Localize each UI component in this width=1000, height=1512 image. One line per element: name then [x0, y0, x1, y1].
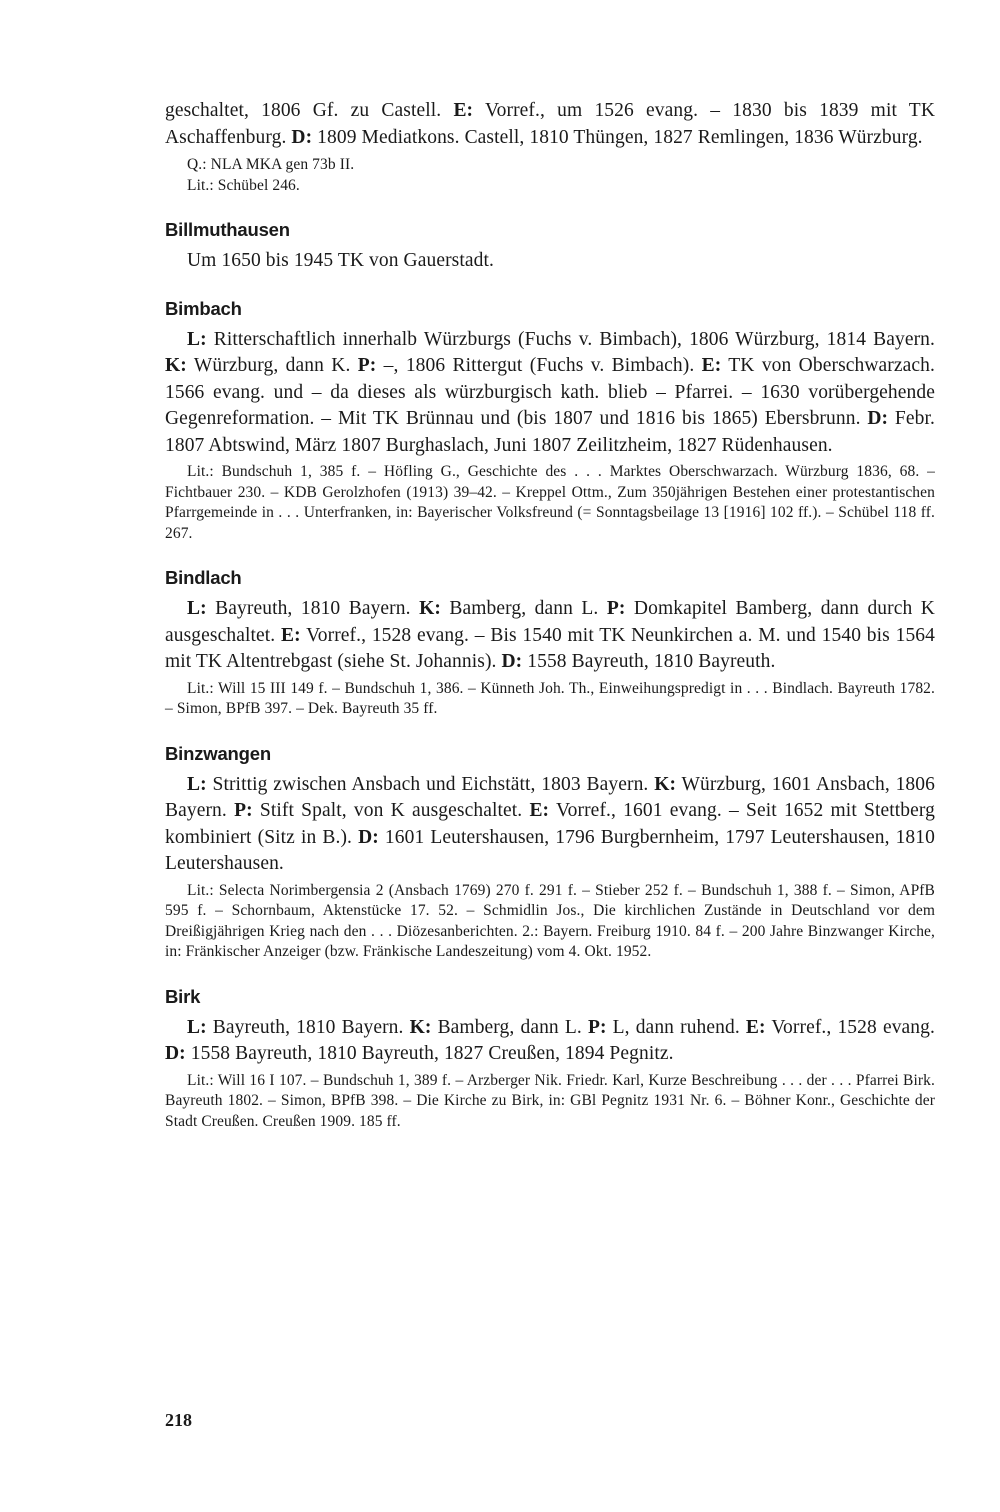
entry-heading: Billmuthausen: [165, 219, 290, 240]
keyword-p: P:: [587, 1016, 607, 1038]
body-text: Bamberg, dann L.: [440, 598, 607, 619]
literature-line: [165, 176, 935, 197]
entry-heading: Bimbach: [165, 297, 242, 319]
body-text: 1601 Leutershausen, 1796 Burgbernheim, 1797 Leutershausen, 1810 Leutershausen.: [165, 826, 935, 874]
literature-line: [165, 679, 935, 720]
keyword-l: L:: [187, 328, 207, 350]
keyword-d: D:: [291, 126, 313, 148]
entry-bindlach: [165, 566, 935, 720]
entry-binzwangen: [165, 742, 935, 963]
body-text: Febr. 1807 Abtswind, März 1807 Burghaslach, Juni 1807 Zeilitzheim, 1827 Rüdenhausen.: [165, 408, 935, 456]
body-text: Domkapitel Bamberg, dann durch K ausgeschaltet.: [165, 598, 935, 646]
body-text: geschaltet, 1806 Gf. zu Castell.: [165, 100, 454, 121]
body-text: Vorref., 1528 evang.: [765, 1016, 935, 1038]
entry-body: Um 1650 bis 1945 TK von Gauerstadt.: [187, 250, 494, 271]
body-text: 1809 Mediatkons. Castell, 1810 Thüngen, 1827 Remlingen, 1836 Würzburg.: [312, 126, 923, 148]
entry-heading: Bindlach: [165, 567, 242, 588]
keyword-p: P:: [234, 800, 253, 821]
page-number: 218: [165, 1410, 192, 1430]
entry-billmuthausen: [165, 218, 935, 275]
entry-heading: Birk: [165, 985, 201, 1007]
literature-text: Lit.: Bundschuh 1, 385 f. – Höfling G., Geschichte des . . . Marktes Oberschwarzach. Würzburg 1836, 68. – Fichtbauer 230. – KDB Gerolzhofen (1913) 39–42. – Kreppel Ottm., Zum 350jährigen Bestehen einer protestantischen Pfarrgemeinde in . . . Unterfranken, in: Bayerischer Volksfreund (= Sonntagsbeilage 13 [1916] 102 ff.). – Schübel 118 ff. 267.: [165, 463, 935, 542]
body-text: Ritterschaftlich innerhalb Würzburgs (Fuchs v. Bimbach), 1806 Würzburg, 1814 Bayern.: [206, 328, 935, 350]
keyword-e: E:: [280, 624, 301, 646]
entry-birk: [165, 985, 935, 1133]
keyword-e: E:: [453, 100, 474, 121]
body-text: –, 1806 Rittergut (Fuchs v. Bimbach).: [376, 355, 702, 376]
body-text: Bayreuth, 1810 Bayern.: [206, 1016, 410, 1038]
body-text: 1558 Bayreuth, 1810 Bayreuth.: [522, 651, 776, 672]
body-text: Vorref., 1528 evang. – Bis 1540 mit TK Neunkirchen a. M. und 1540 bis 1564 mit TK Altentrebgast (siehe St. Johannis).: [165, 624, 935, 672]
literature-line: [165, 462, 935, 544]
sources-text: Q.: NLA MKA gen 73b II.: [187, 156, 355, 173]
entry-bimbach: [165, 297, 935, 545]
keyword-d: D:: [358, 826, 379, 848]
keyword-e: E:: [745, 1016, 766, 1038]
keyword-k: K:: [165, 355, 187, 376]
body-text: Stift Spalt, von K ausgeschaltet.: [252, 800, 530, 821]
literature-line: [165, 1071, 935, 1133]
sources-line: [165, 155, 935, 176]
keyword-l: L:: [187, 773, 207, 795]
entry-body: [165, 596, 935, 676]
literature-text: Lit.: Will 16 I 107. – Bundschuh 1, 389 f. – Arzberger Nik. Friedr. Karl, Kurze Beschreibung . . . der . . . Pfarrei Birk. Bayreuth 1802. – Simon, BPfB 398. – Die Kirche zu Birk, in: GBl Pegnitz 1931 Nr. 6. – Böhner Konr., Geschichte der Stadt Creußen. Creußen 1909. 185 ff.: [165, 1071, 935, 1130]
keyword-l: L:: [187, 598, 207, 619]
document-page: [165, 98, 935, 1132]
body-text: Vorref., 1601 evang. – Seit 1652 mit Stettberg kombiniert (Sitz in B.).: [165, 800, 935, 848]
keyword-k: K:: [409, 1016, 432, 1038]
keyword-p: P:: [357, 355, 377, 376]
keyword-k: K:: [654, 773, 677, 795]
body-text: Bamberg, dann L.: [431, 1016, 588, 1038]
body-text: L, dann ruhend.: [606, 1016, 746, 1038]
keyword-d: D:: [867, 408, 889, 429]
keyword-l: L:: [187, 1016, 207, 1038]
keyword-p: P:: [606, 598, 626, 619]
literature-text: Lit.: Schübel 246.: [187, 176, 300, 194]
entry-body: [165, 1015, 935, 1068]
keyword-d: D:: [165, 1043, 186, 1064]
body-text: Strittig zwischen Ansbach und Eichstätt, 1803 Bayern.: [206, 773, 655, 795]
entry-continuation: [165, 98, 935, 196]
entry-body: [165, 98, 935, 151]
body-text: 1558 Bayreuth, 1810 Bayreuth, 1827 Creußen, 1894 Pegnitz.: [185, 1043, 674, 1064]
body-text: Würzburg, dann K.: [186, 355, 358, 376]
body-text: TK von Oberschwarzach. 1566 evang. und – da dieses als würzburgisch kath. blieb – Pfarrei. – 1630 vorübergehende Gegenreformation. – Mit TK Brünnau und (bis 1807 und 1816 bis 1865) Ebersbrunn.: [165, 355, 935, 429]
keyword-d: D:: [501, 651, 523, 672]
keyword-k: K:: [419, 598, 441, 619]
body-text: Bayreuth, 1810 Bayern.: [206, 598, 420, 619]
entry-heading: Binzwangen: [165, 742, 271, 764]
entry-body: [165, 772, 935, 878]
keyword-e: E:: [701, 355, 722, 376]
literature-text: Lit.: Selecta Norimbergensia 2 (Ansbach 1769) 270 f. 291 f. – Stieber 252 f. – Bundschuh 1, 388 f. – Simon, APfB 595 f. – Schornbaum, Aktenstücke 17. 52. – Schmidlin Jos., Die kirchlichen Zustände in Deutschland vor dem Dreißigjährigen Krieg nach den . . . Diözesanberichten. 2.: Bayern. Freiburg 1910. 84 f. – 200 Jahre Binzwanger Kirche, in: Fränkischer Anzeiger (bzw. Fränkische Landeszeitung) vom 4. Okt. 1952.: [165, 881, 935, 960]
literature-line: [165, 881, 935, 963]
entry-body: [165, 327, 935, 460]
literature-text: Lit.: Will 15 III 149 f. – Bundschuh 1, 386. – Künneth Joh. Th., Einweihungspredigt in . . . Bindlach. Bayreuth 1782. – Simon, BPfB 397. – Dek. Bayreuth 35 ff.: [165, 679, 935, 717]
body-text: Würzburg, 1601 Ansbach, 1806 Bayern.: [165, 773, 935, 821]
body-text: Vorref., um 1526 evang. – 1830 bis 1839 mit TK Aschaffenburg.: [165, 100, 935, 148]
keyword-e: E:: [529, 800, 550, 821]
